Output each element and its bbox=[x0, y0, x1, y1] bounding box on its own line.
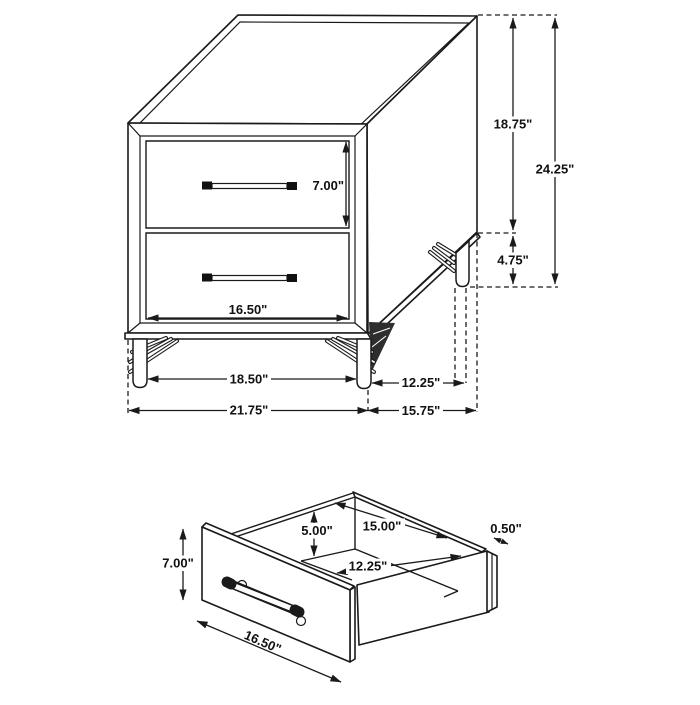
handle-post-loop bbox=[297, 617, 306, 626]
dim-overall-height bbox=[533, 18, 577, 284]
leg-post bbox=[133, 339, 147, 388]
dim-label-inner-depth: 12.25" bbox=[348, 558, 388, 574]
nightstand-body bbox=[125, 15, 480, 339]
dim-leg-height bbox=[496, 236, 532, 284]
dim-label-overall-height: 24.25" bbox=[535, 161, 575, 177]
handle-end-cap bbox=[295, 610, 299, 612]
dim-label-front-height: 7.00" bbox=[162, 555, 194, 571]
dim-label-drawer-front-height: 7.00" bbox=[312, 178, 344, 193]
dim-label-side-leg-spacing: 12.25" bbox=[401, 375, 441, 390]
front-left-leg bbox=[130, 338, 177, 388]
handle-bar bbox=[212, 184, 287, 189]
nightstand-figure bbox=[125, 15, 577, 419]
handle-end-cap bbox=[287, 182, 297, 190]
dim-label-case-height: 18.75" bbox=[493, 116, 533, 132]
dim-case-height bbox=[492, 18, 535, 230]
dim-drawer-front-height bbox=[160, 529, 196, 600]
handle-end-cap bbox=[227, 582, 231, 584]
dim-label-inner-width: 15.00" bbox=[362, 518, 402, 534]
drawer-figure bbox=[160, 492, 522, 682]
handle-bar bbox=[212, 276, 287, 281]
leg-post bbox=[357, 339, 371, 389]
dim-label-leg-height: 4.75" bbox=[497, 252, 529, 268]
handle-end-cap bbox=[287, 274, 297, 282]
dim-label-drawer-front-width: 16.50" bbox=[228, 302, 268, 317]
handle-end-cap bbox=[202, 182, 212, 190]
dim-side-leg-spacing bbox=[372, 375, 464, 391]
dim-label-overall-depth: 15.75" bbox=[401, 403, 441, 418]
dim-overall-depth bbox=[368, 403, 476, 419]
dim-label-inner-height: 5.00" bbox=[301, 523, 333, 538]
handle-end-cap bbox=[202, 274, 212, 282]
dim-front-leg-spacing bbox=[148, 372, 356, 388]
dim-label-front-leg-spacing: 18.50" bbox=[229, 371, 269, 387]
dim-inner-height bbox=[299, 512, 335, 556]
dim-label-overall-width: 21.75" bbox=[229, 402, 269, 418]
dim-panel-thickness bbox=[490, 521, 521, 544]
dim-label-panel-thickness: 0.50" bbox=[490, 521, 522, 536]
dim-overall-width bbox=[129, 403, 368, 419]
dim-label-front-width: 16.50" bbox=[242, 627, 284, 657]
